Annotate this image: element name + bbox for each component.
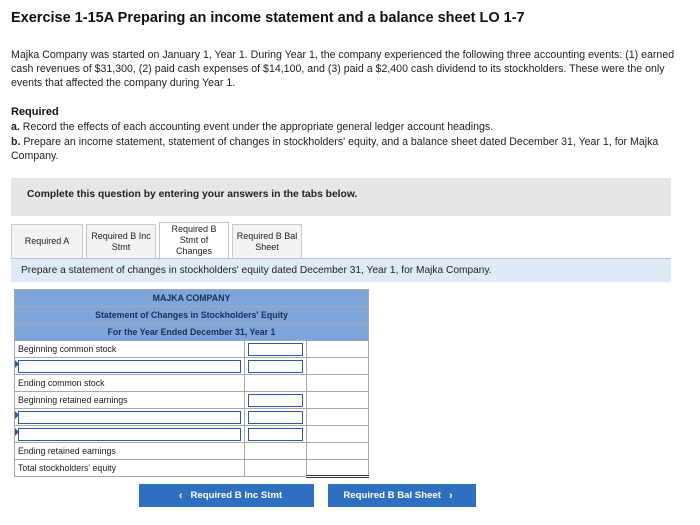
requirement-b-text: Prepare an income statement, statement of changes in stockholders' equity, and a balance sheet dated December 31, Year 1, for Majka Company. bbox=[11, 136, 659, 162]
tab-label-line2: Sheet bbox=[255, 241, 279, 252]
table-row bbox=[15, 426, 369, 443]
row-label: Total stockholders' equity bbox=[15, 460, 245, 477]
prompt-bar bbox=[11, 258, 671, 282]
tab-required-b-stmt-of-changes[interactable] bbox=[159, 222, 229, 258]
exercise-title: Exercise 1-15A Preparing an income statement and a balance sheet LO 1-7 bbox=[11, 10, 525, 26]
total-cell bbox=[307, 443, 369, 460]
next-tab-label: Required B Bal Sheet bbox=[343, 490, 441, 501]
tab-bar bbox=[11, 222, 305, 258]
total-cell bbox=[307, 426, 369, 443]
row-label: Ending common stock bbox=[15, 375, 245, 392]
header-row bbox=[15, 307, 369, 324]
requirement-b bbox=[11, 135, 691, 163]
total-cell bbox=[307, 375, 369, 392]
label-input-cell[interactable] bbox=[15, 409, 245, 426]
label-input-cell[interactable] bbox=[15, 426, 245, 443]
row-label: Beginning common stock bbox=[15, 341, 245, 358]
tab-label-line1: Required B bbox=[171, 224, 217, 234]
label-input[interactable] bbox=[18, 411, 241, 424]
table-row bbox=[15, 392, 369, 409]
requirement-a-prefix: a. bbox=[11, 121, 20, 133]
prev-tab-button[interactable] bbox=[139, 484, 314, 507]
total-cell bbox=[307, 409, 369, 426]
statement-table bbox=[14, 289, 369, 478]
table-row bbox=[15, 358, 369, 375]
row-label: Beginning retained earnings bbox=[15, 392, 245, 409]
amount-cell bbox=[245, 375, 307, 392]
amount-cell[interactable] bbox=[245, 426, 307, 443]
prev-tab-label: Required B Inc Stmt bbox=[190, 490, 283, 501]
instruction-box bbox=[11, 178, 671, 216]
amount-cell[interactable] bbox=[245, 392, 307, 409]
table-row bbox=[15, 409, 369, 426]
amount-input[interactable] bbox=[248, 360, 303, 373]
label-input[interactable] bbox=[18, 428, 241, 441]
tab-required-b-inc-stmt[interactable] bbox=[86, 224, 156, 258]
amount-cell[interactable] bbox=[245, 409, 307, 426]
total-cell bbox=[307, 341, 369, 358]
requirement-a-text: Record the effects of each accounting event under the appropriate general ledger account headings. bbox=[22, 121, 494, 133]
statement-name: Statement of Changes in Stockholders' Equity bbox=[15, 307, 369, 324]
company-name: MAJKA COMPANY bbox=[15, 290, 369, 307]
amount-cell bbox=[245, 443, 307, 460]
tab-label-line3: Changes bbox=[175, 246, 213, 256]
amount-input[interactable] bbox=[248, 428, 303, 441]
tab-label-line2: Stmt bbox=[111, 241, 131, 252]
tab-required-a[interactable] bbox=[11, 224, 83, 258]
tab-label-line1: Required B Bal bbox=[236, 230, 298, 241]
table-row bbox=[15, 460, 369, 477]
label-input-cell[interactable] bbox=[15, 358, 245, 375]
required-heading: Required bbox=[11, 106, 59, 118]
instruction-text: Complete this question by entering your answers in the tabs below. bbox=[27, 189, 358, 200]
total-cell bbox=[307, 358, 369, 375]
amount-input[interactable] bbox=[248, 394, 303, 407]
next-tab-button[interactable] bbox=[328, 484, 476, 507]
amount-cell[interactable] bbox=[245, 358, 307, 375]
tab-required-b-bal-sheet[interactable] bbox=[232, 224, 302, 258]
tab-label-line2: Stmt of bbox=[179, 235, 209, 245]
requirement-a bbox=[11, 121, 493, 133]
total-cell bbox=[307, 392, 369, 409]
row-label: Ending retained earnings bbox=[15, 443, 245, 460]
tab-label: Required A bbox=[24, 236, 70, 246]
amount-cell bbox=[245, 460, 307, 477]
table-row bbox=[15, 443, 369, 460]
label-input[interactable] bbox=[18, 360, 241, 373]
header-row bbox=[15, 324, 369, 341]
header-row bbox=[15, 290, 369, 307]
chevron-right-icon: › bbox=[448, 489, 453, 502]
table-row bbox=[15, 375, 369, 392]
statement-period: For the Year Ended December 31, Year 1 bbox=[15, 324, 369, 341]
total-equity-cell bbox=[307, 460, 369, 477]
requirement-b-prefix: b. bbox=[11, 136, 21, 148]
chevron-left-icon: ‹ bbox=[178, 489, 183, 502]
exercise-description: Majka Company was started on January 1, Year 1. During Year 1, the company experienced the following three accounting events: (1) earned cash revenues of $31,300, (2) paid cash expenses of $14,100, and (3) paid a $2,400 cash dividend to its stockholders. These were the only events that affected the company during Year 1. bbox=[11, 49, 675, 89]
prompt-text: Prepare a statement of changes in stockholders' equity dated December 31, Year 1, for Majka Company. bbox=[21, 265, 492, 276]
amount-input[interactable] bbox=[248, 411, 303, 424]
tab-label-line1: Required B Inc bbox=[91, 230, 151, 241]
amount-input[interactable] bbox=[248, 343, 303, 356]
table-row bbox=[15, 341, 369, 358]
amount-cell[interactable] bbox=[245, 341, 307, 358]
